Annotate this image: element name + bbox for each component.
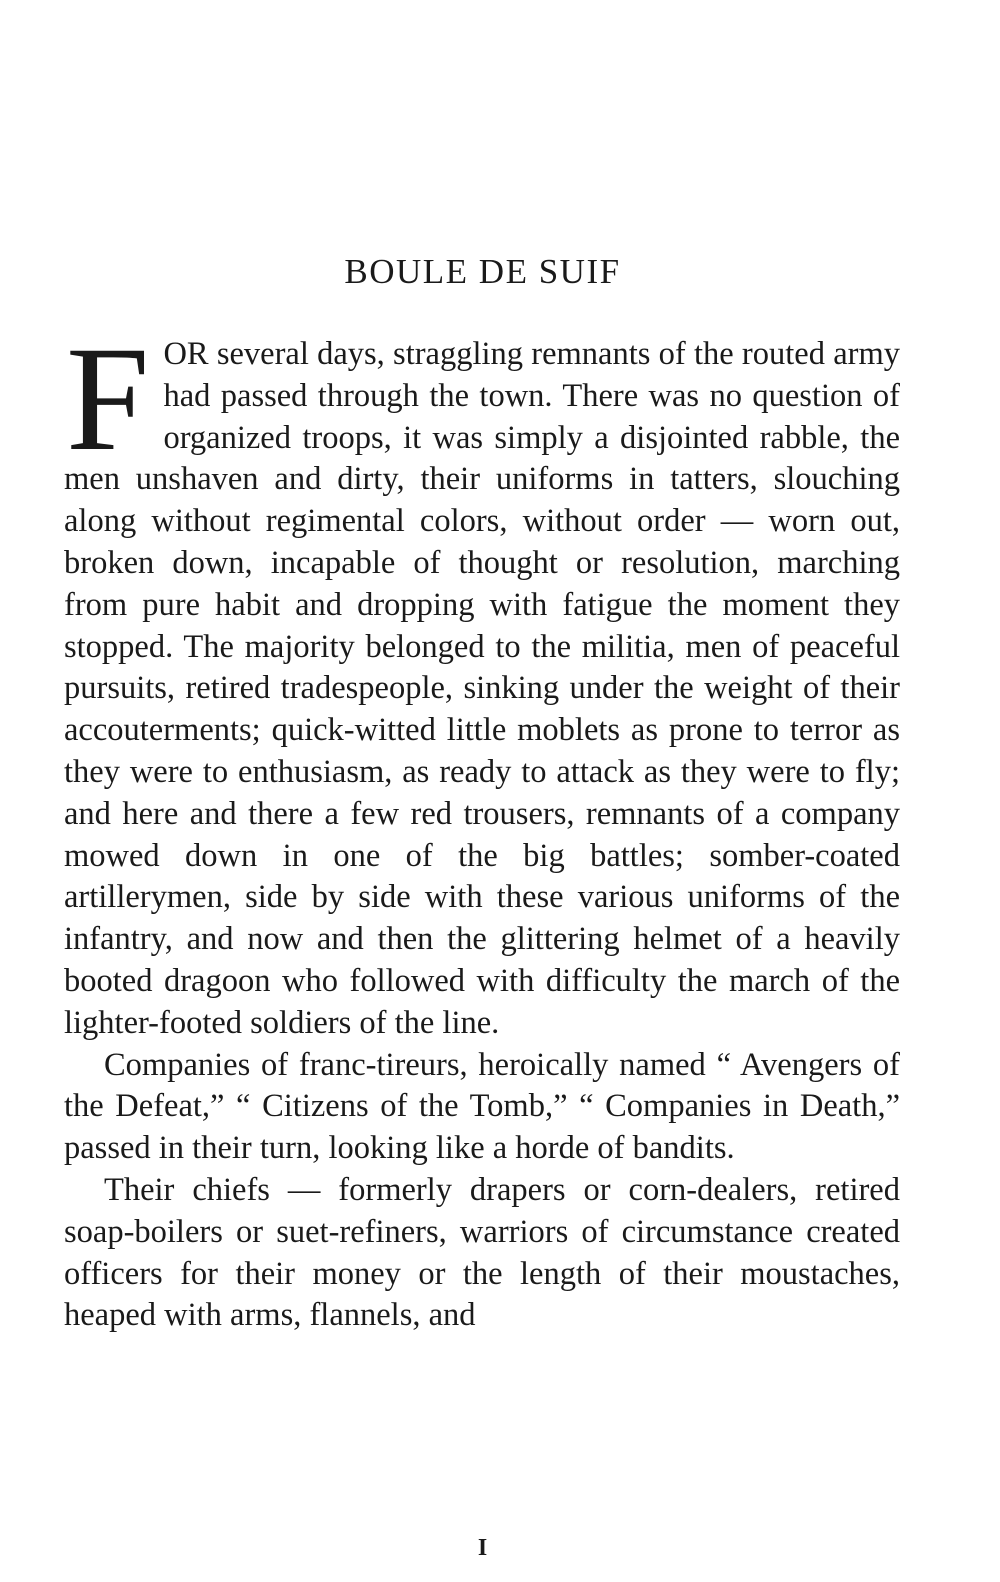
paragraph-1-text: OR several days, straggling remnants of the routed army had passed through the town. There was no question of organized troops, it was simply a disjointed rabble, the men unshaven and dirty, their uniforms in tatters, slouching along without regimental colors, without order — worn out, broken down, incapable of thought or resolution, marching from pure habit and dropping with fatigue the moment they stopped. The majority belonged to the militia, men of peaceful pursuits, retired tradespeople, sinking under the weight of their accouterments; quick-witted little moblets as prone to terror as they were to enthusiasm, as ready to attack as they were to fly; and here and there a few red trousers, remnants of a company mowed down in one of the big battles; somber-coated artillerymen, side by side with these various uniforms of the infantry, and now and then the glittering helmet of a heavily booted dragoon who followed with difficulty the march of the lighter-footed soldiers of the line. xyxy=(64,336,900,1041)
paragraph-2: Companies of franc-tireurs, heroically named “ Avengers of the Defeat,” “ Citizens of the Tomb,” “ Companies in Death,” passed in their turn, looking like a horde of bandits. xyxy=(64,1046,900,1167)
page-number: I xyxy=(477,1535,488,1561)
drop-cap: F xyxy=(66,316,150,482)
paragraph-1 xyxy=(64,316,900,1045)
chapter-title: BOULE DE SUIF xyxy=(344,252,621,291)
body-text xyxy=(64,316,900,1337)
paragraph-3: Their chiefs — formerly drapers or corn-dealers, retired soap-boilers or suet-refiners, warriors of circumstance created officers for their money or the length of their moustaches, heaped with arms, flannels, and xyxy=(64,1171,900,1334)
